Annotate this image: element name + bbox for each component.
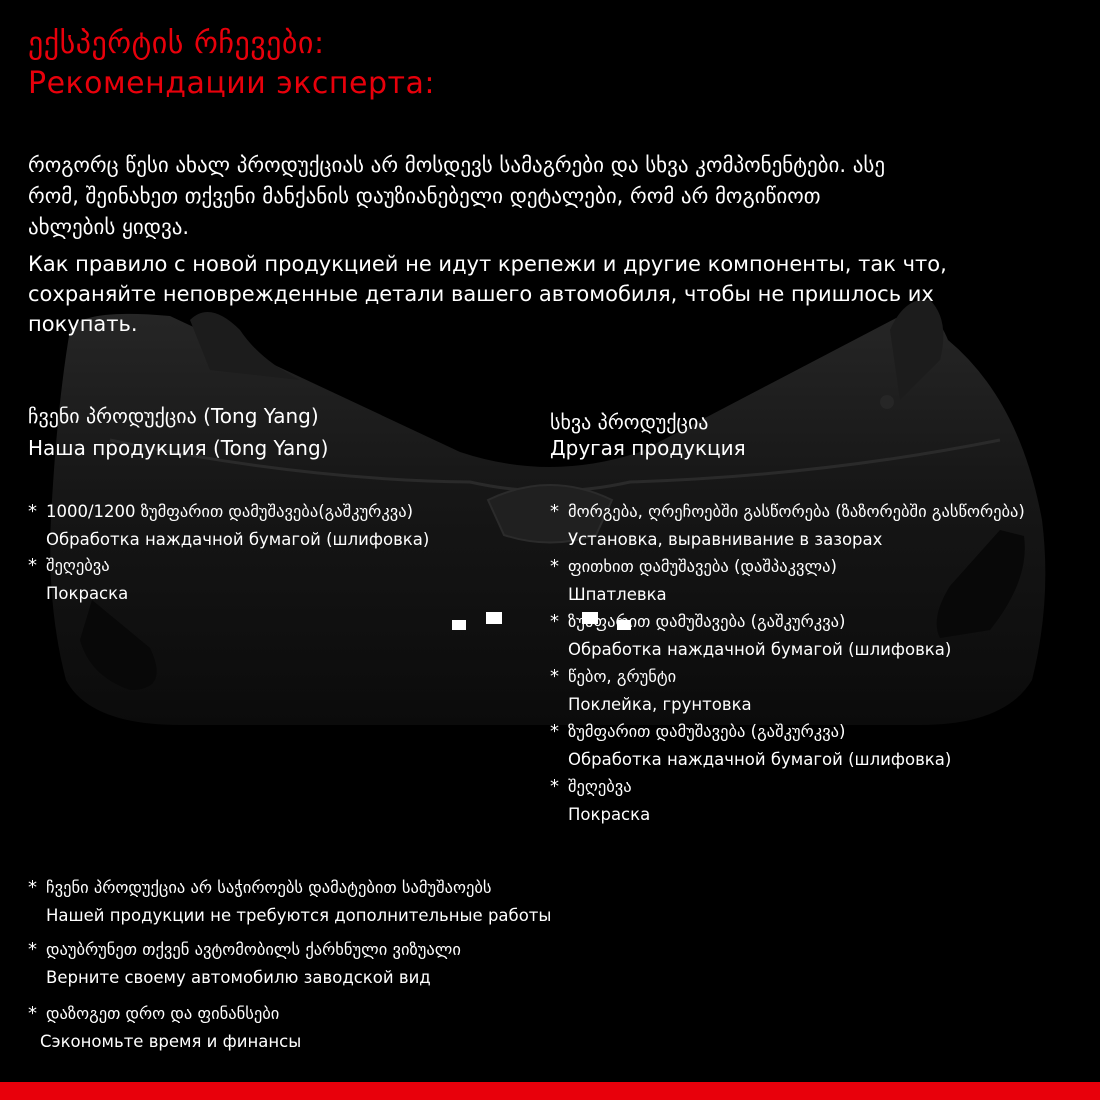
intro-ka-line-3: ახლების ყიდვა. — [28, 215, 190, 239]
step-ru: Обработка наждачной бумагой (шлифовка) — [568, 750, 952, 769]
step-ru: Покраска — [568, 805, 651, 824]
bullet-star: * — [28, 939, 37, 960]
intro-ka-line-2: რომ, შეინახეთ თქვენი მანქანის დაუზიანებელი დეტალები, რომ არ მოგიწიოთ — [28, 184, 821, 208]
other-step-2 — [550, 553, 837, 609]
other-product-title-ru: Другая продукция — [550, 436, 746, 460]
step-ru: Обработка наждачной бумагой (шлифовка) — [568, 640, 952, 659]
title-ka: ექსპერტის რჩევები: — [28, 26, 325, 61]
step-ka: ზუმფარით დამუშავება (გაშკურკვა) — [568, 612, 846, 631]
our-product-title-ka: ჩვენი პროდუქცია (Tong Yang) — [28, 404, 319, 428]
sensor-mark-1 — [452, 620, 466, 630]
bullet-star: * — [550, 611, 559, 632]
bullet-star: * — [28, 1003, 37, 1024]
step-ka: ფითხით დამუშავება (დაშპაკვლა) — [568, 557, 837, 576]
other-product-title-ka: სხვა პროდუქცია — [550, 410, 709, 434]
bullet-star: * — [550, 556, 559, 577]
intro-ru-line-3: покупать. — [28, 312, 138, 336]
benefit-ru: Верните своему автомобилю заводской вид — [46, 968, 431, 987]
benefit-ka: ჩვენი პროდუქცია არ საჭიროებს დამატებით სამუშაოებს — [46, 878, 492, 897]
benefit-ru: Сэкономьте время и финансы — [40, 1032, 302, 1051]
bullet-star: * — [550, 666, 559, 687]
bullet-star: * — [550, 721, 559, 742]
other-step-5 — [550, 718, 951, 774]
title-ru: Рекомендации эксперта: — [28, 66, 435, 101]
our-step-1 — [28, 498, 429, 554]
step-ka: შეღებვა — [568, 777, 632, 796]
step-ka: წებო, გრუნტი — [568, 667, 677, 686]
step-ru: Установка, выравнивание в зазорах — [568, 530, 883, 549]
intro-ru-line-2: сохраняйте неповрежденные детали вашего автомобиля, чтобы не пришлось их — [28, 282, 934, 306]
other-step-6 — [550, 773, 650, 829]
step-ka: მორგება, ღრეჩოებში გასწორება (ზაზორებში გასწორება) — [568, 502, 1025, 521]
step-ru: Шпатлевка — [568, 585, 667, 604]
other-step-4 — [550, 663, 752, 719]
bullet-star: * — [28, 555, 37, 576]
other-step-1 — [550, 498, 1025, 554]
bottom-accent-bar — [0, 1082, 1100, 1100]
step-ka: შეღებვა — [46, 556, 110, 575]
tow-hook-cover — [880, 395, 894, 409]
step-ru: Покраска — [46, 584, 129, 603]
benefit-2 — [28, 936, 461, 992]
benefit-3 — [28, 1000, 301, 1056]
bullet-star: * — [550, 776, 559, 797]
sensor-mark-2 — [486, 612, 502, 624]
intro-ka-line-1: როგორც წესი ახალ პროდუქციას არ მოსდევს სამაგრები და სხვა კომპონენტები. ასე — [28, 153, 886, 177]
step-ka: ზუმფარით დამუშავება (გაშკურკვა) — [568, 722, 846, 741]
step-ka: 1000/1200 ზუმფარით დამუშავება(გაშკურკვა) — [46, 502, 414, 521]
benefit-ka: დაუბრუნეთ თქვენ ავტომობილს ქარხნული ვიზუალი — [46, 940, 461, 959]
bullet-star: * — [550, 501, 559, 522]
bullet-star: * — [28, 877, 37, 898]
benefit-ru: Нашей продукции не требуются дополнительные работы — [46, 906, 552, 925]
bullet-star: * — [28, 501, 37, 522]
other-step-3 — [550, 608, 951, 664]
step-ru: Поклейка, грунтовка — [568, 695, 752, 714]
step-ru: Обработка наждачной бумагой (шлифовка) — [46, 530, 430, 549]
our-step-2 — [28, 552, 128, 608]
our-product-title-ru: Наша продукция (Tong Yang) — [28, 436, 329, 460]
intro-ru-line-1: Как правило с новой продукцией не идут крепежи и другие компоненты, так что, — [28, 252, 947, 276]
benefit-1 — [28, 874, 551, 930]
benefit-ka: დაზოგეთ დრო და ფინანსები — [46, 1004, 280, 1023]
